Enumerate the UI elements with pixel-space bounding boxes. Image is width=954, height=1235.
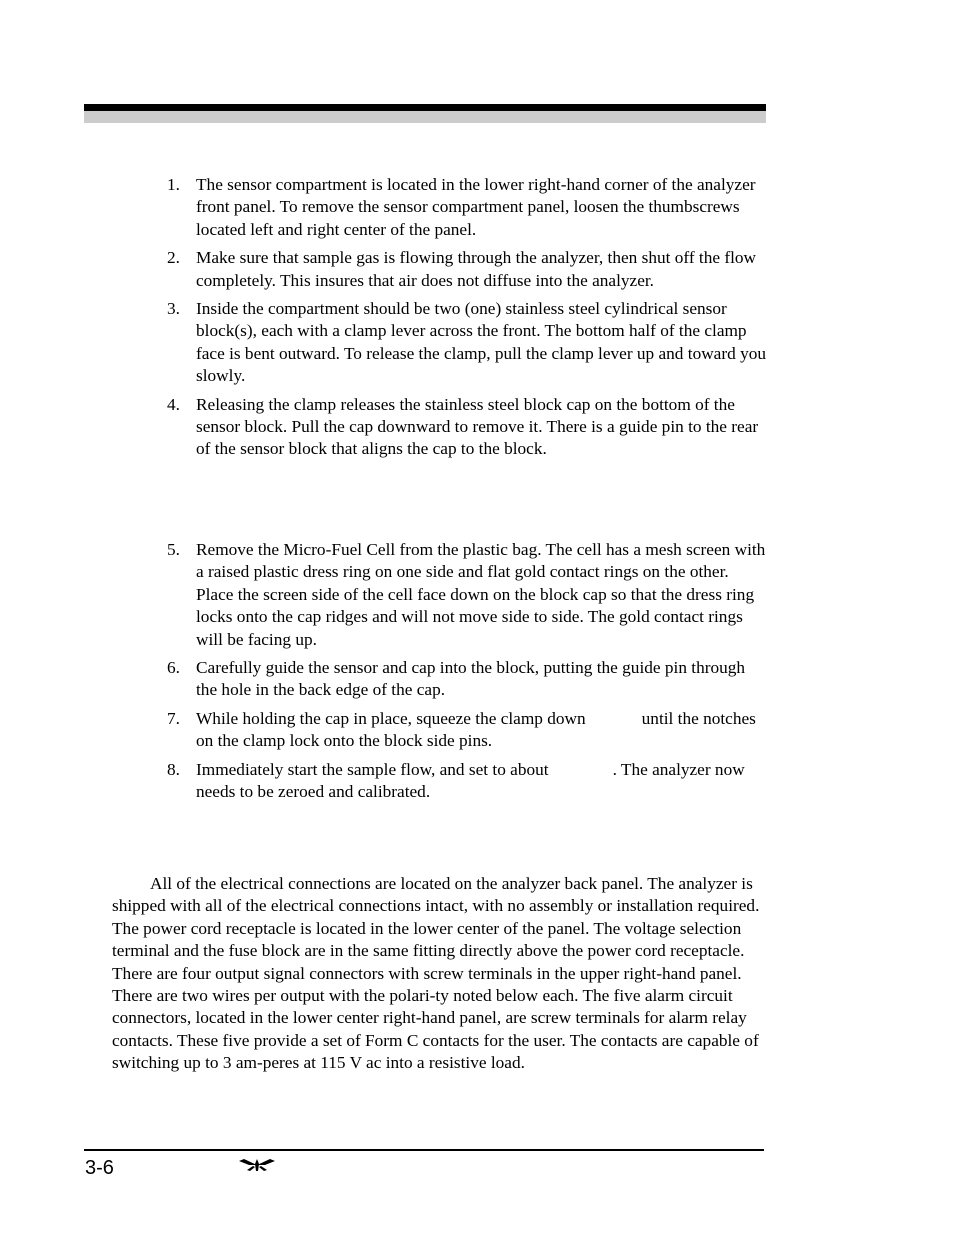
step-number: 5. [167, 540, 180, 559]
step-number: 6. [167, 658, 180, 678]
step-number: 2. [167, 248, 180, 268]
header-rule-black [84, 104, 766, 111]
header-rule-gray [84, 111, 766, 123]
step-number: 8. [167, 759, 180, 779]
electrical-connections-paragraph: All of the electrical connections are located on the analyzer back panel. The analyzer is shipped with all of the electrical connections intact, with no assembly or installation required. The power cord receptacle is located in the lower center of the panel. The voltage selection terminal and the fuse block are in the same fitting directly above the power cord receptacle. There are four output signal connectors with screw terminals in the upper right-hand panel. There are two wires per output with the polari-ty noted below each. The five alarm circuit connectors, located in the lower center right-hand panel, are screw terminals for alarm relay contacts. These five provide a set of Form C contacts for the user. The contacts are capable of switching up to 3 am-peres at 115 V ac into a resistive load. [112, 874, 760, 1073]
step-text: Inside the compartment should be two (one) stainless steel cylindrical sensor block(s), each with a clamp lever across the front. The bottom half of the clamp face is bent outward. To release the clamp, pull the clamp lever up and toward you slowly. [196, 299, 766, 386]
footer-rule [84, 1149, 764, 1151]
step-item [0, 708, 766, 753]
step-number: 3. [167, 299, 180, 319]
step-text-end: . The analyzer now needs to be zeroed and calibrated. [196, 759, 745, 802]
step-text: Carefully guide the sensor and cap into the block, putting the guide pin through the hole in the back edge of the cap. [196, 658, 746, 700]
step-text: Make sure that sample gas is flowing through the analyzer, then shut off the flow completely. This insures that air does not diffuse into the analyzer. [196, 248, 757, 290]
step-item [0, 394, 766, 461]
step-item [0, 539, 766, 651]
step-item [0, 247, 766, 292]
step-number: 1. [167, 175, 180, 194]
step-number: 7. [167, 708, 180, 728]
step-item [0, 759, 766, 804]
step-text-start: Immediately start the sample flow, and set to about [196, 759, 549, 779]
step-item [0, 298, 766, 388]
installation-steps-part-2 [0, 539, 954, 809]
step-text: Remove the Micro-Fuel Cell from the plastic bag. The cell has a mesh screen with a raised plastic dress ring on one side and flat gold contact rings on the other. Place the screen side of the cell face down on the block cap so that the dress ring locks onto the cap ridges and will not move side to side. The gold contact rings will be facing up. [196, 540, 766, 649]
step-item [0, 657, 766, 702]
step-text-end: until the notches on the clamp lock onto the block side pins. [196, 708, 756, 751]
teledyne-logo-icon [238, 1158, 276, 1172]
step-text-start: While holding the cap in place, squeeze the clamp down [196, 708, 586, 728]
installation-steps-part-1 [0, 174, 954, 467]
step-text: Releasing the clamp releases the stainless steel block cap on the bottom of the sensor block. Pull the cap downward to remove it. There is a guide pin to the rear of the sensor block that aligns the cap to the block. [196, 394, 759, 459]
page-number: 3-6 [85, 1157, 114, 1179]
step-item [0, 174, 766, 241]
step-text: The sensor compartment is located in the lower right-hand corner of the analyzer front panel. To remove the sensor compartment panel, loosen the thumbscrews located left and right center of the panel. [196, 175, 756, 239]
step-number: 4. [167, 394, 180, 414]
